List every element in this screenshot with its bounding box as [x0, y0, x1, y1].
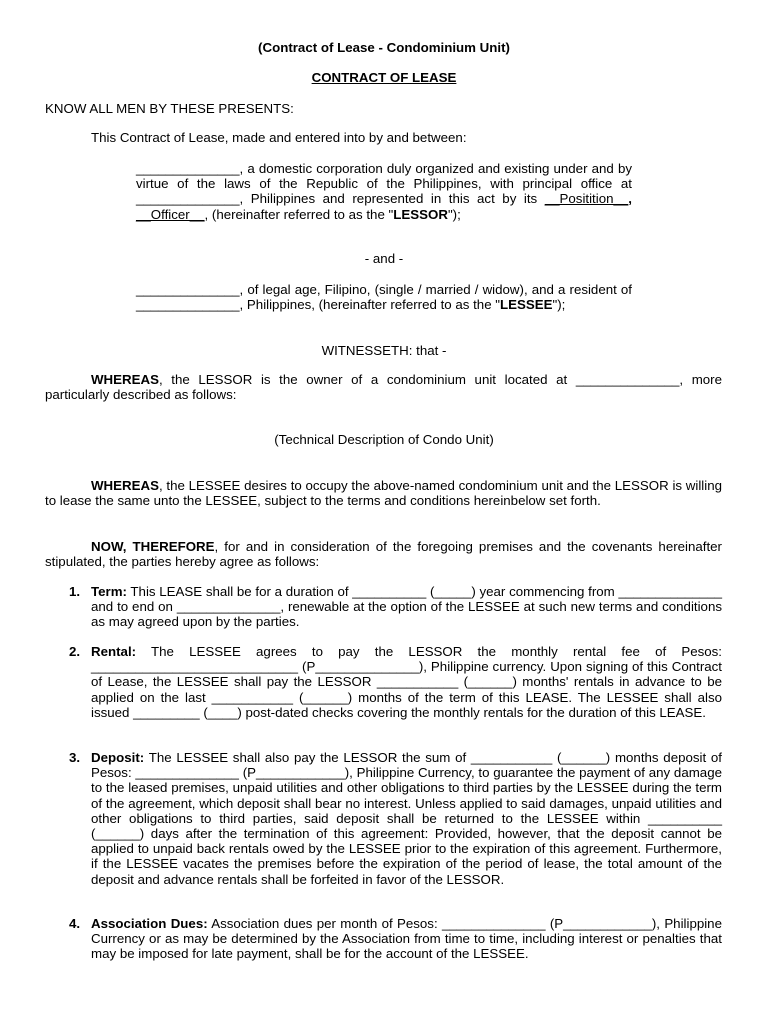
lessor-paragraph: ______________, a domestic corporation duly organized and existing under and by virtue of the laws of the Republic of the Philippines, with principal office at ______________, Philippines and represented in this act by its __Posititi‌on__, __Officer__, (hereinafter referred to as the "LESSOR");	[136, 161, 632, 222]
lessor-position: __Posititi‌on__	[544, 191, 629, 207]
clause-number: 2.	[69, 644, 81, 659]
now-therefore-paragraph: NOW, THEREFORE, for and in consideration of the foregoing premises and the covenants hereinafter stipulated, the parties hereby agree as follows:	[45, 539, 722, 570]
whereas-lessee-paragraph: WHEREAS, the LESSEE desires to occupy the above-named condominium unit and the LESSOR is willing to lease the same unto the LESSEE, subject to the terms and conditions hereinbelow set forth.	[45, 478, 722, 509]
whereas-owner-paragraph: WHEREAS, the LESSOR is the owner of a condominium unit located at ______________, more particularly described as follows:	[45, 372, 723, 403]
lessee-paragraph: ______________, of legal age, Filipino, (single / married / widow), and a resident of ______________, Philippines, (hereinafter referred to as the "LESSEE");	[136, 282, 632, 313]
clause-number: 1.	[69, 584, 81, 599]
document-subtitle: (Contract of Lease - Condominium Unit)	[258, 40, 510, 55]
clause-number: 3.	[69, 750, 81, 765]
and-separator: - and -	[364, 251, 404, 266]
clause-rental: 2. Rental: The LESSEE agrees to pay the LESSOR the monthly rental fee of Pesos: ____________________________ (P______________), Philippine currency. Upon signing of this Contract of Lease, the LESSEE shall pay the LESSOR ___________ (______) months' rentals in advance to be applied on the last ___________ (______) months of the term of this LEASE. The LESSEE shall also issued _________ (____) post-dated checks covering the monthly rentals for the duration of this LEASE.	[69, 644, 722, 720]
clause-association-dues: 4. Association Dues: Association dues per month of Pesos: ______________ (P____________), Philippine Currency or as may be determined by the Association from time to time, including interest or penalties that may be imposed for late payment, shall be for the account of the LESSEE.	[69, 916, 722, 962]
clause-deposit: 3. Deposit: The LESSEE shall also pay the LESSOR the sum of ___________ (______) months deposit of Pesos: ______________ (P____________), Philippine Currency, to guarantee the payment of any damage to the leased premises, unpaid utilities and other obligations to third parties by the LESSEE during the term of the agreement, which deposit shall bear no interest. Unless applied to said damages, unpaid utilities and other obligations to third parties, said deposit shall be returned to the LESSEE within __________ (______) days after the termination of this agreement: Provided, however, that the deposit cannot be applied to unpaid back rentals owed by the LESSEE prior to the expiration of this agreement. Furthermore, if the LESSEE vacates the premises before the expiration of the period of lease, the total amount of the deposit and advance rentals shall be forfeited in favor of the LESSOR.	[69, 750, 722, 887]
lessor-label: LESSOR	[393, 206, 448, 222]
witnesseth-heading: WITNESSETH: that -	[321, 343, 447, 358]
opening-sentence: This Contract of Lease, made and entered into by and between:	[91, 130, 467, 145]
clause-term: 1. Term: This LEASE shall be for a duration of __________ (_____) year commencing from ______________ and to end on ______________, renewable at the option of the LESSEE at such new terms and conditions as may agreed upon by the parties.	[69, 584, 722, 630]
document-title: CONTRACT OF LEASE	[311, 70, 457, 85]
know-all-heading: KNOW ALL MEN BY THESE PRESENTS:	[45, 101, 294, 116]
lessor-officer: __Officer__	[136, 206, 205, 222]
technical-description-placeholder: (Technical Description of Condo Unit)	[274, 432, 494, 447]
lessee-label: LESSEE	[500, 297, 553, 313]
clause-number: 4.	[69, 916, 81, 931]
